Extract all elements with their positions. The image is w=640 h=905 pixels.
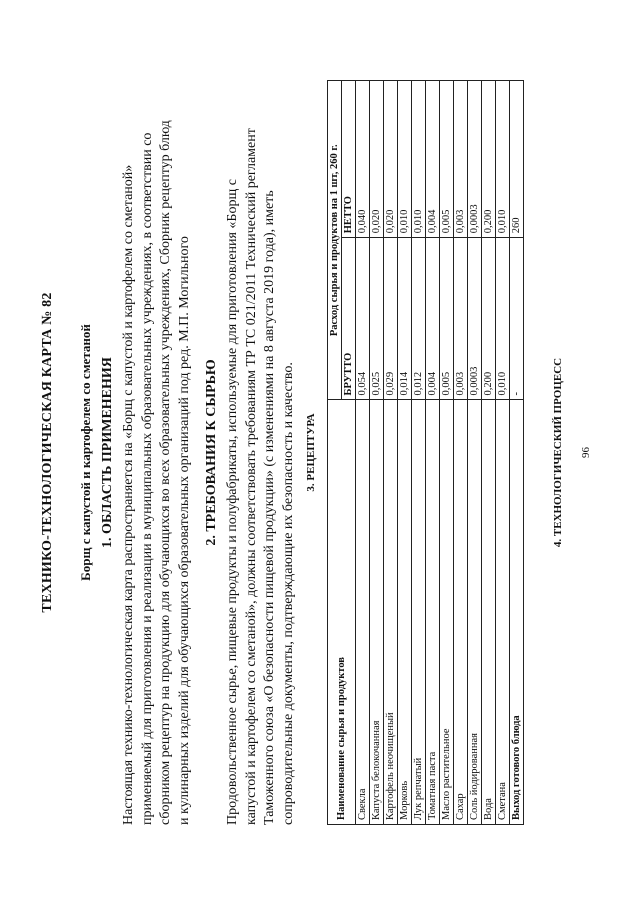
section-4-heading: 4. ТЕХНОЛОГИЧЕСКИЙ ПРОЦЕСС: [552, 357, 564, 548]
net-value: 0,010: [398, 81, 412, 238]
recipe-table-body: [356, 81, 510, 825]
table-row: [370, 81, 384, 825]
section-2-line: Продовольственное сырье, пищевые продукты и полуфабрикаты, используемые для приготовления «Борщ с: [225, 179, 240, 825]
net-value: 0,020: [384, 81, 398, 238]
ingredient-name: Вода: [482, 400, 496, 825]
gross-value: 0,010: [496, 238, 510, 400]
ingredient-name: Соль йодированная: [468, 400, 482, 825]
section-1-heading: 1. ОБЛАСТЬ ПРИМЕНЕНИЯ: [100, 357, 115, 548]
table-row: [384, 81, 398, 825]
section-2-line: Таможенного союза «О безопасности пищевой продукции» (с изменениями на 8 августа 2019 года), иметь: [262, 190, 277, 825]
document-title: ТЕХНИКО-ТЕХНОЛОГИЧЕСКАЯ КАРТА № 82: [40, 292, 55, 613]
section-1-line: применяемый для приготовления и реализации в муниципальных образовательных учреждениях, в соответствии со: [139, 132, 155, 825]
ingredient-name: Картофель неочищеный: [384, 400, 398, 825]
section-2-heading: 2. ТРЕБОВАНИЯ К СЫРЬЮ: [204, 359, 219, 546]
table-row: [398, 81, 412, 825]
gross-value: 0,025: [370, 238, 384, 400]
section-2-text: [224, 80, 298, 825]
col-name-header: Наименование сырья и продуктов: [328, 400, 356, 825]
net-value: 0,200: [482, 81, 496, 238]
document-subtitle: Борщ с капустой и картофелем со сметаной: [78, 324, 93, 581]
table-row: [440, 81, 454, 825]
net-value: 0,0003: [468, 81, 482, 238]
net-value: 0,003: [454, 81, 468, 238]
recipe-table: [327, 80, 524, 825]
section-1-text: [120, 80, 194, 825]
table-header-row: [328, 81, 342, 825]
col-net-header: НЕТТО: [342, 81, 356, 238]
table-row: [356, 81, 370, 825]
gross-value: 0,005: [440, 238, 454, 400]
ingredient-name: Свекла: [356, 400, 370, 825]
section-1-line: Настоящая технико-технологическая карта распространяется на «Борщ с капустой и картофелем со сметаной»: [121, 164, 136, 825]
table-row: [426, 81, 440, 825]
yield-gross: -: [510, 238, 524, 400]
gross-value: 0,012: [412, 238, 426, 400]
table-row: [468, 81, 482, 825]
gross-value: 0,004: [426, 238, 440, 400]
net-value: 0,020: [370, 81, 384, 238]
ingredient-name: Лук репчатый: [412, 400, 426, 825]
section-1-line: сборником рецептур на продукцию для обучающихся во всех образовательных учреждениях, Сборник рецептур блюд: [158, 120, 173, 825]
table-row: [496, 81, 510, 825]
net-value: 0,005: [440, 81, 454, 238]
net-value: 0,010: [496, 81, 510, 238]
gross-value: 0,014: [398, 238, 412, 400]
ingredient-name: Капуста белокочанная: [370, 400, 384, 825]
yield-net: 260: [510, 81, 524, 238]
section-3-heading: 3. РЕЦЕПТУРА: [305, 413, 317, 492]
ingredient-name: Томатная паста: [426, 400, 440, 825]
gross-value: 0,003: [454, 238, 468, 400]
table-row: [482, 81, 496, 825]
gross-value: 0,029: [384, 238, 398, 400]
net-value: 0,010: [412, 81, 426, 238]
yield-row: [510, 81, 524, 825]
gross-value: 0,200: [482, 238, 496, 400]
net-value: 0,004: [426, 81, 440, 238]
col-gross-header: БРУТТО: [342, 238, 356, 400]
section-1-line: и кулинарных изделий для обучающихся образовательных организаций под ред. М.П. Могильного: [176, 236, 192, 825]
page-number: 96: [580, 447, 592, 458]
col-group-header: Расход сырья и продуктов на 1 шт, 260 г.: [328, 81, 342, 401]
yield-label: Выход готового блюда: [510, 400, 524, 825]
ingredient-name: Сметана: [496, 400, 510, 825]
section-2-line: капустой и картофелем со сметаной», должны соответствовать требованиям ТР ТС 021/2011 Технический регламент: [243, 128, 259, 825]
ingredient-name: Морковь: [398, 400, 412, 825]
section-2-line: сопроводительные документы, подтверждающие их безопасность и качество.: [280, 362, 296, 825]
gross-value: 0,054: [356, 238, 370, 400]
ingredient-name: Сахар: [454, 400, 468, 825]
gross-value: 0,0003: [468, 238, 482, 400]
table-row: [412, 81, 426, 825]
table-row: [454, 81, 468, 825]
net-value: 0,040: [356, 81, 370, 238]
ingredient-name: Масло растительное: [440, 400, 454, 825]
